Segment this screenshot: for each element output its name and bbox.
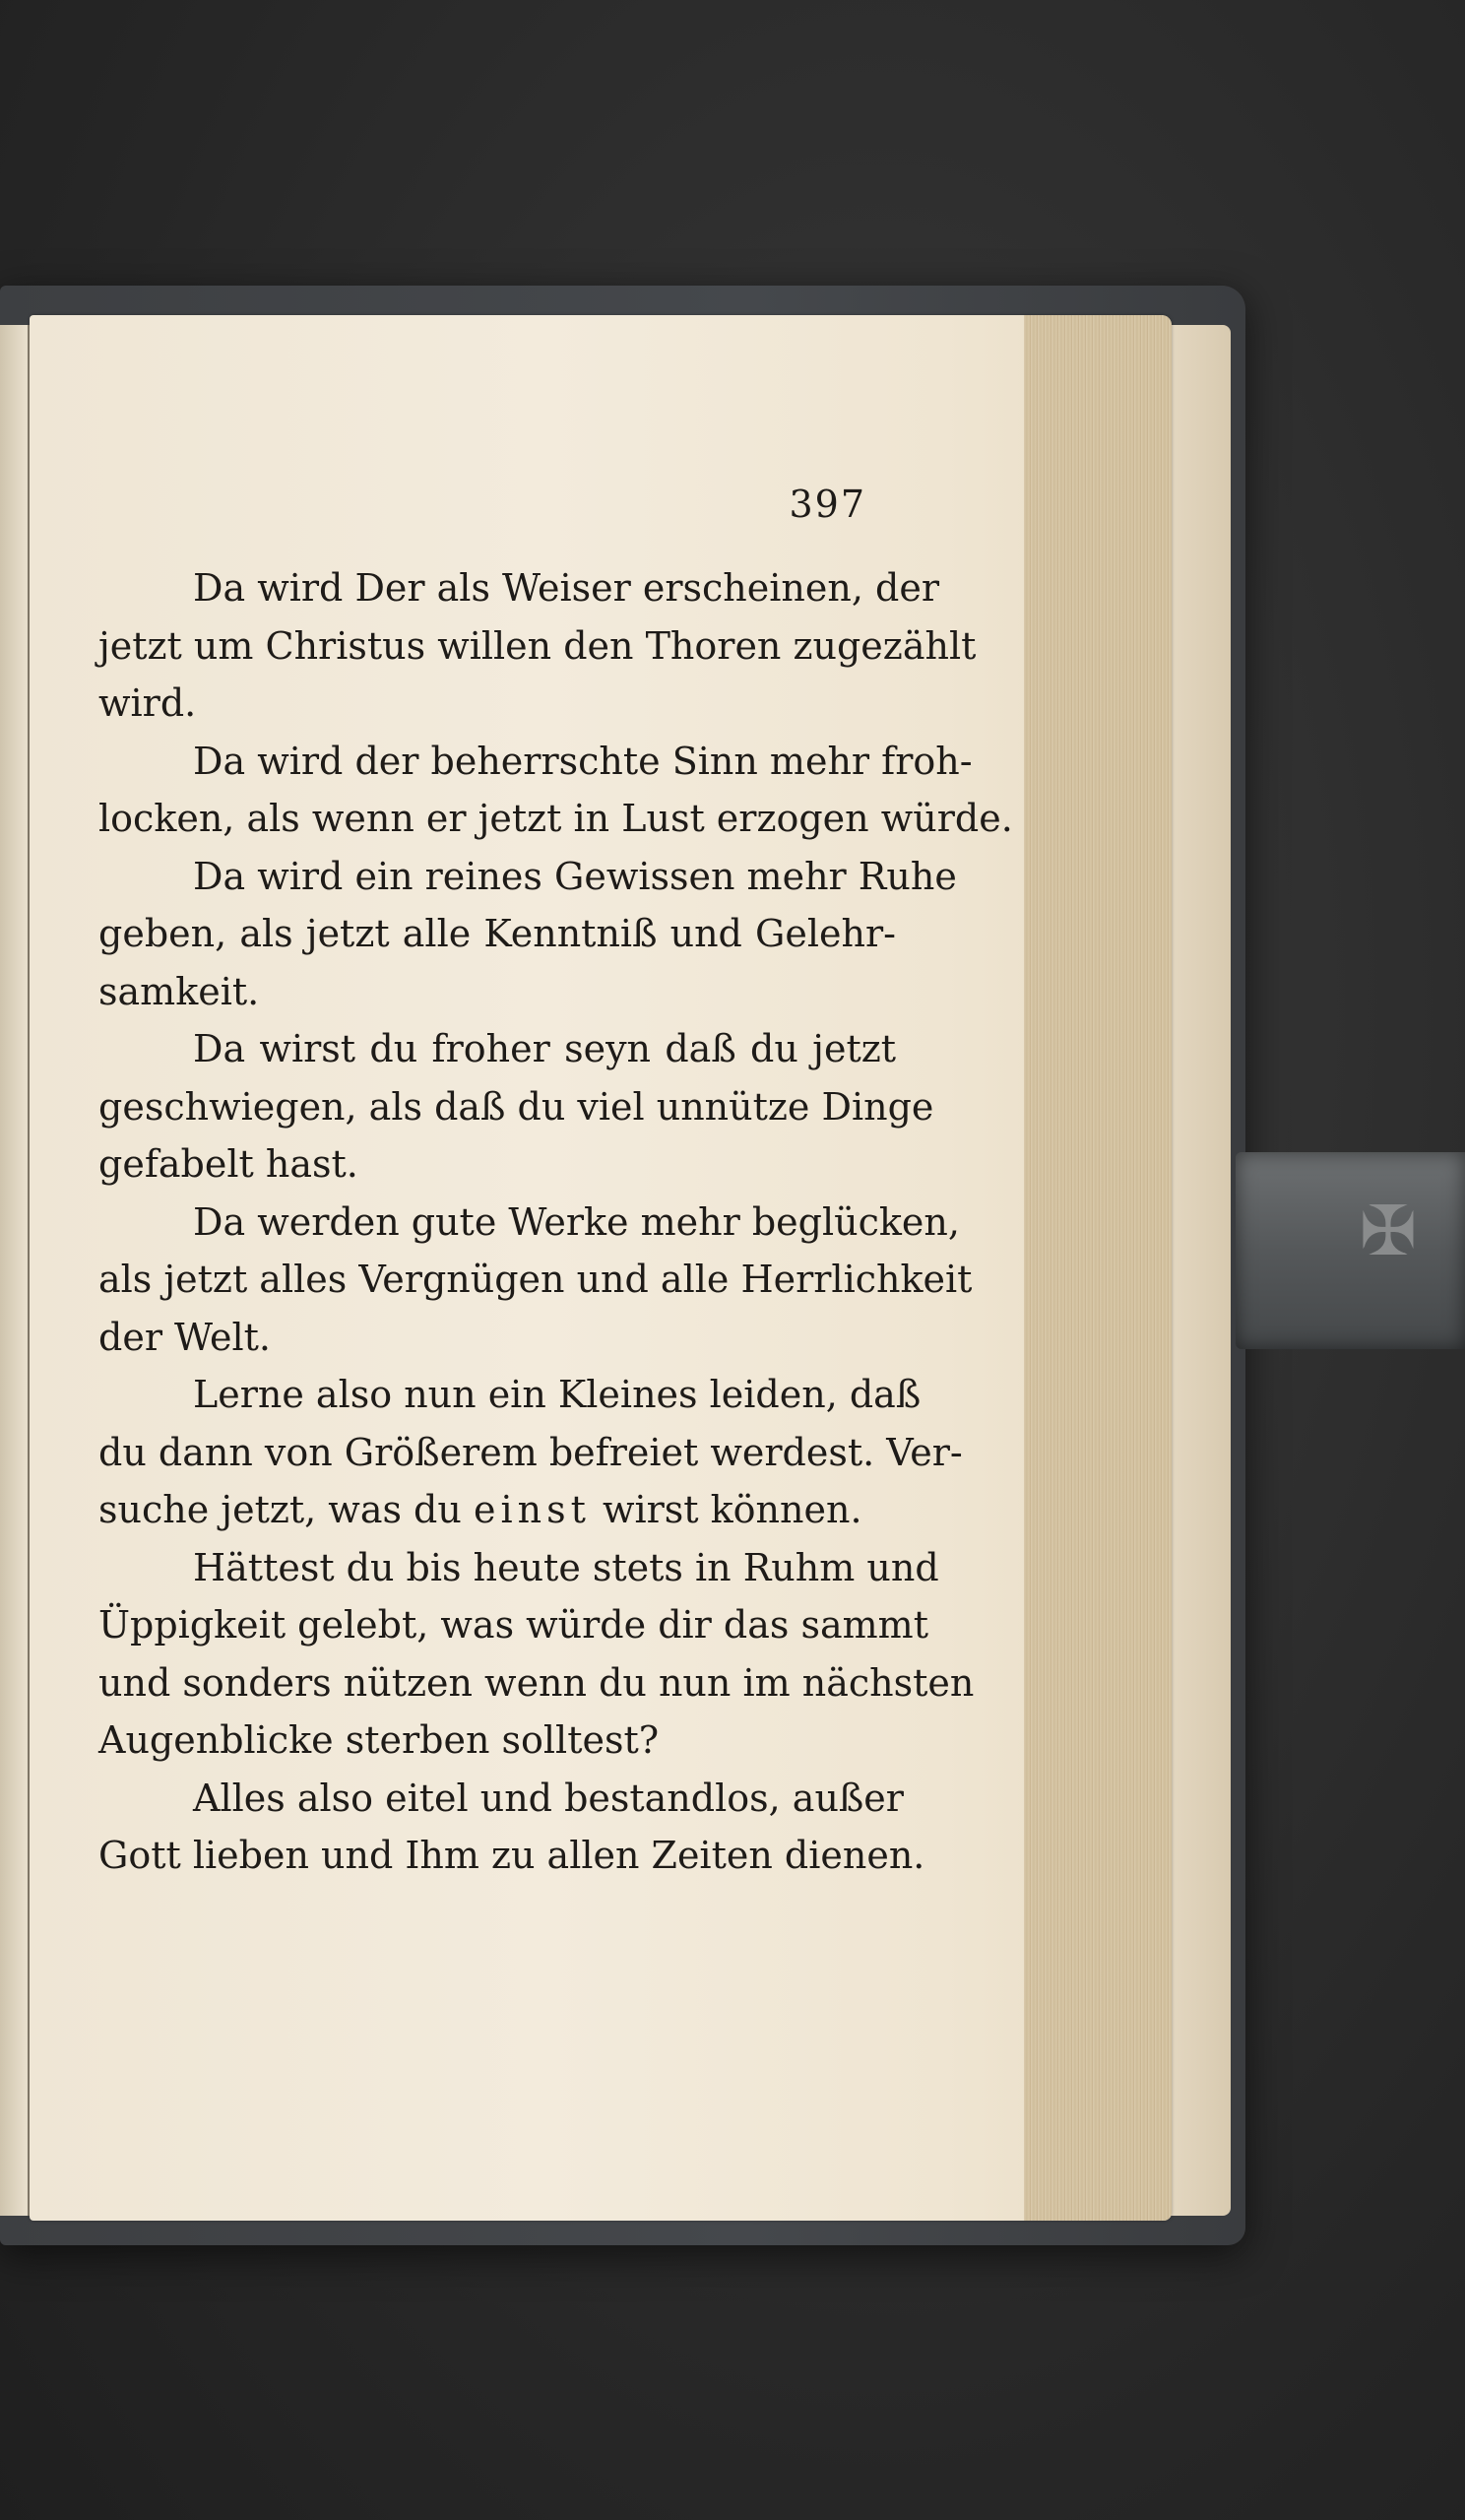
text-line: Da wird der beherrschte Sinn mehr froh- <box>193 739 973 783</box>
text-line <box>98 1481 896 1539</box>
cross-ornament-icon: ✠ <box>1359 1191 1418 1271</box>
page-text <box>98 483 1013 1885</box>
text-line: Da wird ein reines Gewissen mehr Ruhe <box>193 854 957 898</box>
paragraph <box>98 1020 934 1194</box>
text-line: geben, als jetzt alle Kenntniß und Gelehr- <box>98 912 896 955</box>
text-line: Da wird Der als Weiser erscheinen, der <box>193 566 939 610</box>
page-number: 397 <box>789 483 866 526</box>
text-line: wird. <box>98 681 197 725</box>
text-line: als jetzt alles Vergnügen und alle Herrlichkeit <box>98 1258 973 1301</box>
text-line: Hättest du bis heute stets in Ruhm und <box>193 1545 939 1589</box>
text-line: samkeit. <box>98 969 260 1013</box>
text-line: jetzt um Christus willen den Thoren zugezählt <box>98 623 977 668</box>
text-line: der Welt. <box>98 1315 272 1359</box>
paragraph <box>98 1366 963 1539</box>
text-line: Üppigkeit gelebt, was würde dir das sammt <box>98 1603 928 1647</box>
text-line: Augenblicke sterben solltest? <box>98 1718 660 1762</box>
paragraph <box>98 1194 973 1367</box>
text-line: und sonders nützen wenn du nun im nächsten <box>98 1660 975 1705</box>
left-page-edge <box>0 325 30 2216</box>
text-line: du dann von Größerem befreiet werdest. Ver- <box>98 1430 963 1474</box>
text-line: Gott lieben und Ihm zu allen Zeiten dienen. <box>98 1834 925 1877</box>
paragraph <box>98 1539 975 1770</box>
paragraph <box>98 1770 925 1885</box>
text-line: gefabelt hast. <box>98 1142 358 1186</box>
page-block-edge <box>1162 325 1231 2216</box>
text-line: geschwiegen, als daß du viel unnütze Dinge <box>98 1084 934 1129</box>
emphasized-word: einst <box>473 1488 591 1531</box>
text-line: Alles also eitel und bestandlos, außer <box>193 1776 904 1820</box>
page-gutter-shading <box>1024 315 1172 2221</box>
paragraph <box>98 559 977 733</box>
text-line: Da wirst du froher seyn daß du jetzt <box>193 1027 896 1070</box>
paragraph <box>98 733 1013 848</box>
paragraph <box>98 848 957 1021</box>
text-segment: suche jetzt, was du <box>98 1488 462 1531</box>
text-segment: wirst können. <box>602 1488 862 1531</box>
text-line: Da werden gute Werke mehr beglücken, <box>193 1199 960 1244</box>
text-line: Lerne also nun ein Kleines leiden, daß <box>193 1373 922 1416</box>
text-line: locken, als wenn er jetzt in Lust erzogen würde. <box>98 797 1013 840</box>
